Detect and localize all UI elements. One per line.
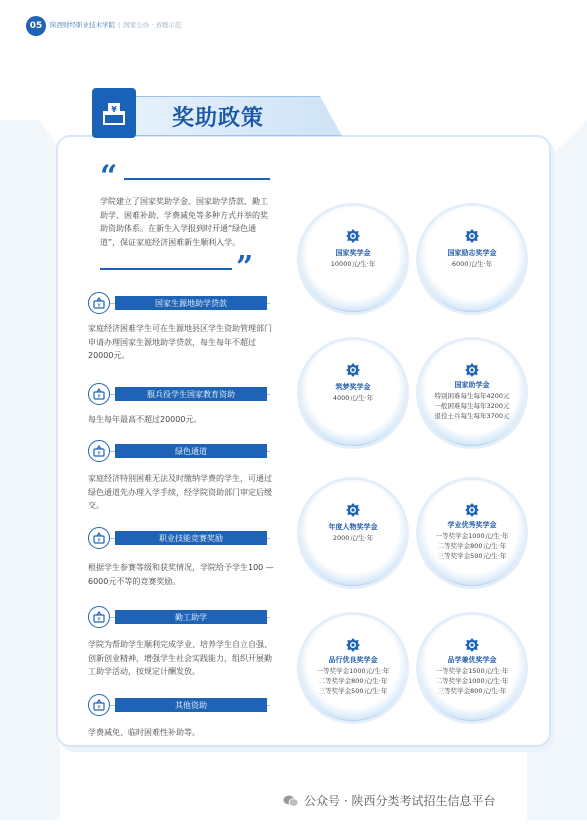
award-circle — [419, 206, 525, 312]
policy-label: 勤工助学 — [115, 610, 267, 624]
award-amount: 特别困难每生每年4200元 — [434, 392, 510, 400]
page-header — [0, 0, 587, 44]
quote-rule-bottom — [100, 268, 232, 270]
svg-text:¥: ¥ — [97, 451, 101, 457]
award-amount: 一等奖学金1500元/生·年 — [435, 667, 509, 675]
coin-bag-icon — [88, 292, 110, 314]
award-amount: 二等奖学金1000元/生·年 — [435, 677, 509, 685]
policy-description: 根据学生参赛等级和获奖情况，学院给予学生100 — 6000元不等的竞赛奖励。 — [88, 563, 274, 586]
header-text: 陕西财经职业技术学院 | 国家公办 · 省级示范 — [50, 21, 182, 29]
close-quote-icon: ” — [236, 250, 254, 285]
award-amount: 4000元/生·年 — [332, 394, 374, 402]
policy-description: 学院为帮助学生顺利完成学业、培养学生自立自强、创新创业精神，增强学生社会实践能力，组织开展勤工助学活动，按规定计酬发放。 — [88, 640, 272, 676]
svg-text:¥: ¥ — [97, 617, 101, 623]
award-amount: 一等奖学金1000元/生·年 — [316, 667, 390, 675]
policy-description: 学费减免、临时困难性补助等。 — [88, 728, 200, 737]
medal-icon — [464, 502, 480, 518]
award-amount: 三等奖学金800元/生·年 — [437, 687, 507, 695]
policy-label: 国家生源地助学贷款 — [115, 296, 267, 310]
svg-text:¥: ¥ — [111, 105, 117, 114]
open-quote-icon: “ — [100, 159, 118, 194]
svg-text:¥: ¥ — [97, 394, 101, 400]
award-circle — [300, 206, 406, 312]
header-subtitle: 国家公办 · 省级示范 — [123, 21, 182, 29]
award-title: 品行优良奖学金 — [328, 656, 378, 664]
svg-text:¥: ¥ — [97, 538, 101, 544]
page-number-badge: 05 — [26, 16, 46, 36]
policy-description: 每生每年最高不超过20000元。 — [88, 415, 202, 424]
award-amount: 二等奖学金800元/生·年 — [318, 677, 388, 685]
award-circle — [419, 615, 525, 721]
policy-label: 职业技能竞赛奖励 — [115, 531, 267, 545]
award-amount: 2000元/生·年 — [332, 534, 374, 542]
award-amount: 一等奖学金1000元/生·年 — [435, 532, 509, 540]
quote-rule-top — [124, 178, 270, 180]
wechat-icon — [283, 794, 299, 808]
section-title: 奖助政策 — [172, 106, 265, 131]
award-circle — [300, 340, 406, 446]
award-circle — [419, 480, 525, 586]
award-amount: 10000元/生·年 — [330, 260, 376, 268]
svg-text:¥: ¥ — [97, 705, 101, 711]
medal-icon — [345, 637, 361, 653]
medal-icon — [345, 362, 361, 378]
school-name: 陕西财经职业技术学院 — [50, 21, 115, 29]
coin-bag-icon — [88, 527, 110, 549]
award-amount: 三等奖学金500元/生·年 — [318, 687, 388, 695]
award-title: 筑梦奖学金 — [335, 383, 371, 391]
svg-text:¥: ¥ — [97, 303, 101, 309]
decorative-stripes-left — [0, 120, 60, 820]
medal-icon — [464, 362, 480, 378]
award-amount: 三等奖学金500元/生·年 — [437, 552, 507, 560]
intro-paragraph: 学院建立了国家奖助学金、国家助学贷款、勤工助学、困难补助、学费减免等多种方式并举的奖助资助体系。在新生入学报到时开通“绿色通道”，保证家庭经济困难新生顺利入学。 — [100, 197, 268, 247]
award-title: 国家助学金 — [454, 381, 490, 389]
section-title-tab — [92, 94, 340, 138]
award-circle — [300, 480, 406, 586]
footer — [283, 792, 495, 809]
award-amount: 一般困难每生每年3200元 — [434, 402, 510, 410]
award-amount: 二等奖学金800元/生·年 — [437, 542, 507, 550]
policy-label: 绿色通道 — [115, 444, 267, 458]
policy-description: 家庭经济特别困难无法及时缴纳学费的学生，可通过绿色通道先办理入学手续，经学院资助部门审定后缓交。 — [88, 474, 272, 510]
policy-label: 其他资助 — [115, 698, 267, 712]
medal-icon — [464, 637, 480, 653]
coin-bag-icon — [88, 606, 110, 628]
medal-icon — [464, 228, 480, 244]
award-title: 品学兼优奖学金 — [447, 656, 497, 664]
footer-text: 公众号 · 陕西分类考试招生信息平台 — [304, 794, 496, 808]
policy-description: 家庭经济困难学生可在生源地县区学生资助管理部门申请办理国家生源地助学贷款，每生每年不超过20000元。 — [88, 324, 272, 360]
policy-label: 服兵役学生国家教育资助 — [115, 387, 267, 401]
award-circle — [300, 615, 406, 721]
coin-bag-icon — [88, 694, 110, 716]
ballot-box-icon — [92, 88, 136, 138]
award-circle — [419, 340, 525, 446]
award-amount: 退役士兵每生每年3700元 — [434, 412, 510, 420]
award-title: 学业优秀奖学金 — [447, 521, 497, 529]
coin-bag-icon — [88, 383, 110, 405]
award-title: 国家励志奖学金 — [447, 249, 497, 257]
medal-icon — [345, 228, 361, 244]
coin-bag-icon — [88, 440, 110, 462]
award-title: 国家奖学金 — [335, 249, 371, 257]
medal-icon — [345, 502, 361, 518]
award-title: 年度人物奖学金 — [328, 523, 378, 531]
award-amount: 6000元/生·年 — [451, 260, 493, 268]
